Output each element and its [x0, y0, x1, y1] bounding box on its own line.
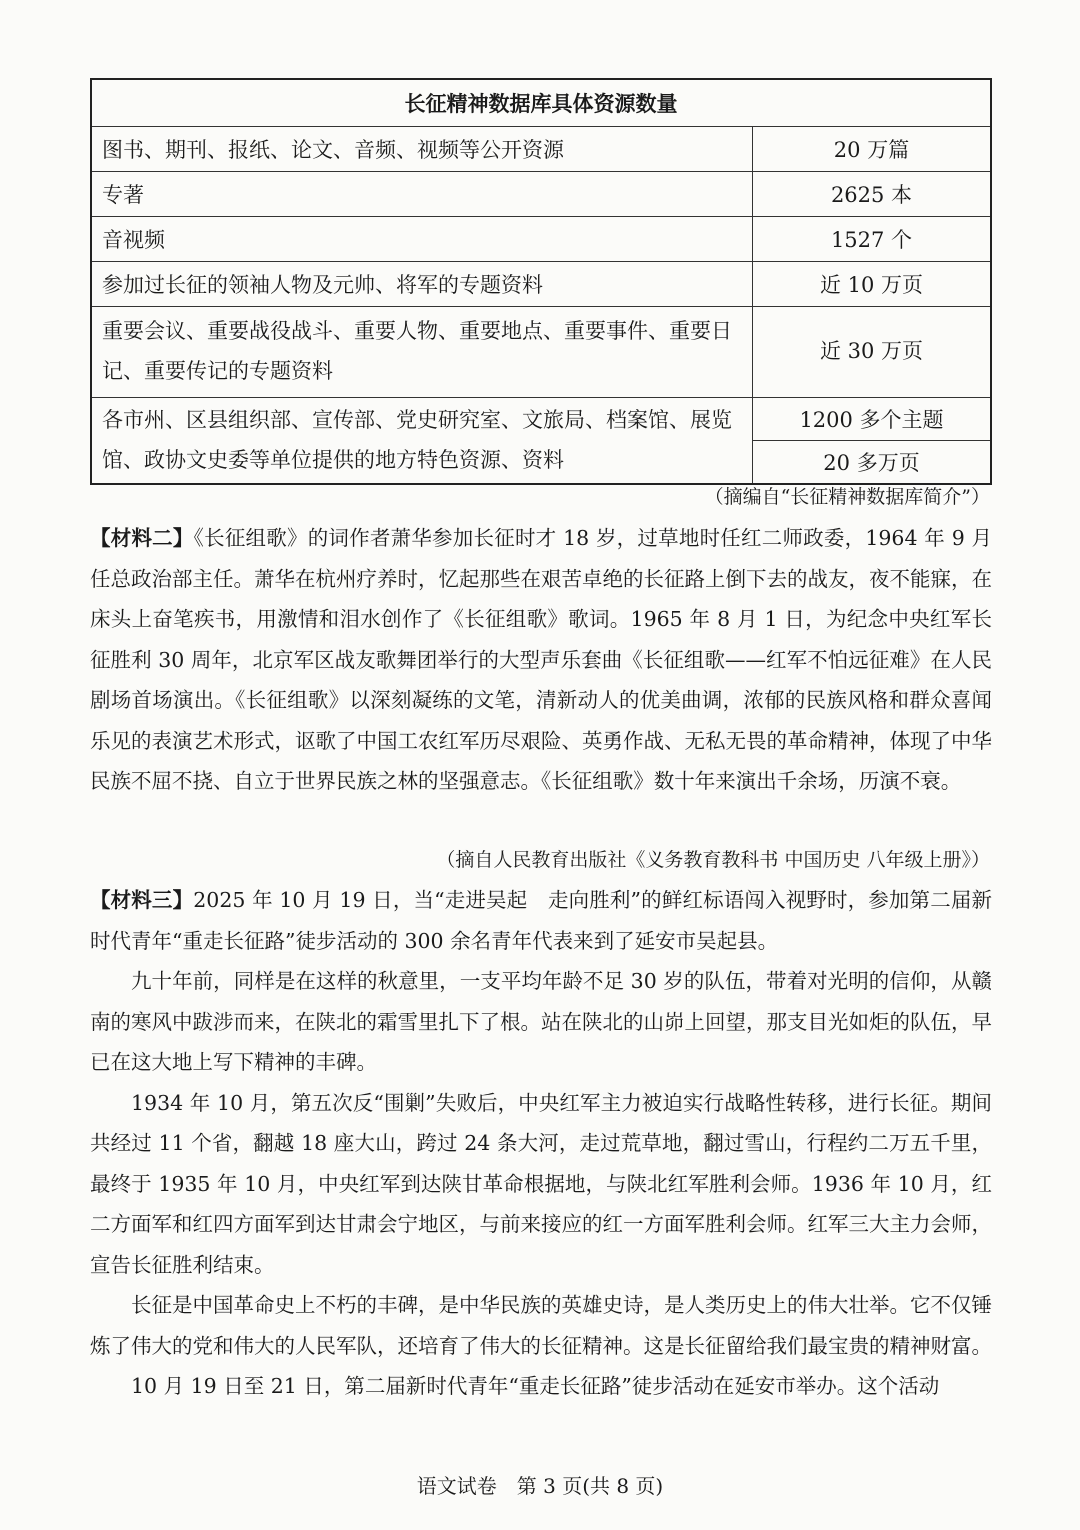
- table-row: [91, 217, 991, 262]
- page-footer: 语文试卷 第 3 页(共 8 页): [416, 1474, 664, 1498]
- paragraph: 九十年前，同样是在这样的秋意里，一支平均年龄不足 30 岁的队伍，带着对光明的信仰，从赣南的寒风中跋涉而来，在陕北的霜雪里扎下了根。站在陕北的山峁上回望，那支目光如炬的队伍，早已在这大地上写下精神的丰碑。: [90, 969, 992, 1074]
- material-three: [90, 880, 992, 1407]
- resource-table: [90, 78, 992, 485]
- source-note-2: （摘自人民教育出版社《义务教育教科书 中国历史 八年级上册》）: [436, 849, 990, 871]
- material-two-text: 《长征组歌》的词作者萧华参加长征时才 18 岁，过草地时任红二师政委，1964 年 9 月任总政治部主任。萧华在杭州疗养时，忆起那些在艰苦卓绝的长征路上倒下去的战友，夜不能寐，在床头上奋笔疾书，用激情和泪水创作了《长征组歌》歌词。1965 年 8 月 1 日，为纪念中央红军长征胜利 30 周年，北京军区战友歌舞团举行的大型声乐套曲《长征组歌——红军不怕远征难》在人民剧场首场演出。《长征组歌》以深刻凝练的文笔，清新动人的优美曲调，浓郁的民族风格和群众喜闻乐见的表演艺术形式，讴歌了中国工农红军历尽艰险、英勇作战、无私无畏的革命精神，体现了中华民族不屈不挠、自立于世界民族之林的坚强意志。《长征组歌》数十年来演出千余场，历演不衰。: [90, 526, 992, 793]
- paragraph: 10 月 19 日至 21 日，第二届新时代青年“重走长征路”徒步活动在延安市举办。这个活动: [131, 1374, 940, 1398]
- row-value: 20 万篇: [753, 127, 992, 172]
- material-three-tag: 【材料三】: [90, 888, 194, 912]
- table-row: [91, 307, 991, 398]
- source-note-1: （摘编自“长征精神数据库简介”）: [704, 486, 990, 508]
- row-value: 1527 个: [753, 217, 992, 262]
- row-value-2: 20 多万页: [753, 441, 992, 485]
- paragraph: 长征是中国革命史上不朽的丰碑，是中华民族的英雄史诗，是人类历史上的伟大壮举。它不仅锤炼了伟大的党和伟大的人民军队，还培育了伟大的长征精神。这是长征留给我们最宝贵的精神财富。: [90, 1293, 992, 1358]
- row-label: 音视频: [91, 217, 753, 262]
- table-row: [91, 172, 991, 217]
- row-label: 各市州、区县组织部、宣传部、党史研究室、文旅局、档案馆、展览馆、政协文史委等单位提供的地方特色资源、资料: [91, 398, 753, 485]
- material-two: [90, 518, 992, 802]
- material-two-tag: 【材料二】: [90, 526, 194, 550]
- row-label: 专著: [91, 172, 753, 217]
- material-three-text: 2025 年 10 月 19 日，当“走进吴起 走向胜利”的鲜红标语闯入视野时，参加第二届新时代青年“重走长征路”徒步活动的 300 余名青年代表来到了延安市吴起县。: [90, 888, 992, 953]
- table-row: [91, 127, 991, 172]
- row-label: 重要会议、重要战役战斗、重要人物、重要地点、重要事件、重要日记、重要传记的专题资料: [91, 307, 753, 398]
- table-row: [91, 262, 991, 307]
- row-value: 2625 本: [753, 172, 992, 217]
- row-value: 1200 多个主题: [753, 398, 992, 441]
- row-label: 参加过长征的领袖人物及元帅、将军的专题资料: [91, 262, 753, 307]
- row-value: 近 30 万页: [753, 307, 992, 398]
- row-label: 图书、期刊、报纸、论文、音频、视频等公开资源: [91, 127, 753, 172]
- row-value: 近 10 万页: [753, 262, 992, 307]
- table-row: [91, 398, 991, 441]
- table-title: 长征精神数据库具体资源数量: [91, 79, 991, 127]
- paragraph: 1934 年 10 月，第五次反“围剿”失败后，中央红军主力被迫实行战略性转移，进行长征。期间共经过 11 个省，翻越 18 座大山，跨过 24 条大河，走过荒草地，翻过雪山，行程约二万五千里，最终于 1935 年 10 月，中央红军到达陕甘革命根据地，与陕北红军胜利会师。1936 年 10 月，红二方面军和红四方面军到达甘肃会宁地区，与前来接应的红一方面军胜利会师。红军三大主力会师，宣告长征胜利结束。: [90, 1090, 992, 1277]
